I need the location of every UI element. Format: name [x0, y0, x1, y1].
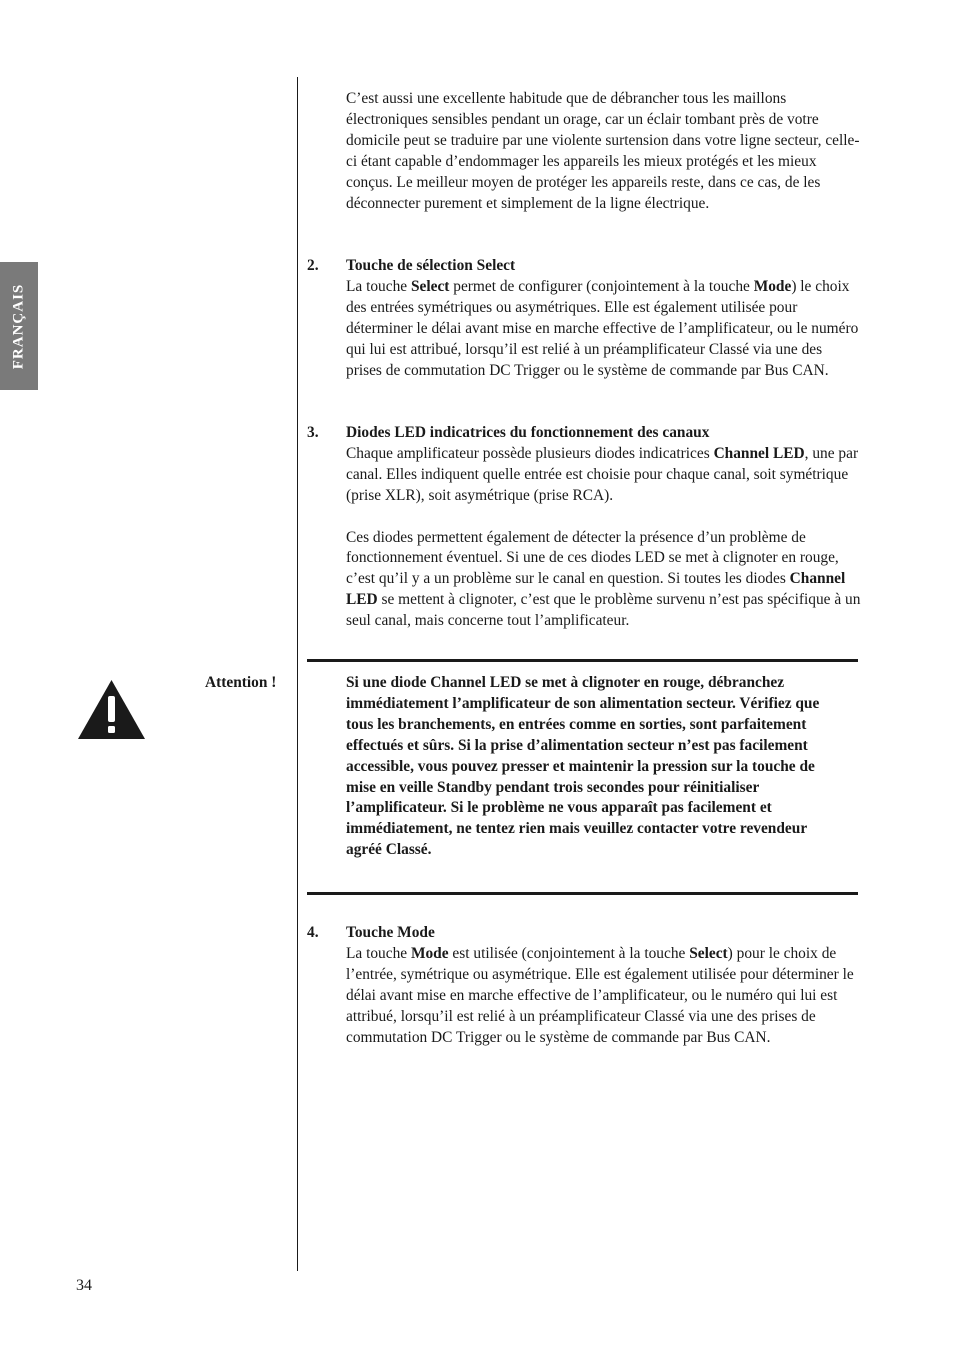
item-3-section [346, 423, 861, 632]
item-4-title: Touche Mode [346, 924, 435, 941]
warning-label: Attention ! [205, 674, 277, 691]
language-tab-label: FRANÇAIS [10, 283, 27, 369]
item-2-paragraph: La touche Select permet de configurer (conjointement à la touche Mode) le choix des entrées symétriques ou asymétriques. Elle est également utilisée pour déterminer le délai avant mise en marche effective de l’amplificateur, ou le numéro qui lui est attribué, lorsqu’il est relié à un préamplificateur Classé via une des prises de commutation DC Trigger ou le système de commande par Bus CAN. [346, 277, 859, 379]
item-4-paragraph: La touche Mode est utilisée (conjointement à la touche Select) pour le choix de l’entrée, symétrique ou asymétrique. Elle est également utilisée pour déterminer le délai avant mise en marche effective de l’amplificateur, ou le numéro qui lui est attribué, lorsqu’il est relié à un préamplificateur Classé via une des prises de commutation DC Trigger ou le système de commande par Bus CAN. [346, 944, 854, 1046]
page-number: 34 [76, 1277, 92, 1294]
item-2-section [346, 256, 861, 381]
item-3-number: 3. [307, 424, 319, 441]
item-3-title: Diodes LED indicatrices du fonctionnement des canaux [346, 424, 710, 441]
language-tab [0, 262, 38, 390]
warning-top-rule [307, 659, 858, 662]
item-2-title: Touche de sélection Select [346, 257, 516, 274]
item-3-paragraph-2: Ces diodes permettent également de détecter la présence d’un problème de fonctionnement éventuel. Si une de ces diodes LED se met à clignoter en rouge, c’est qu’il y a un problème sur le canal en question. Si toutes les diodes Channel LED se mettent à clignoter, c’est que le problème survenu n’est pas spécifique à un seul canal, mais concerne tout l’amplificateur. [346, 528, 861, 630]
item-4-section [346, 923, 861, 1048]
item-3-paragraph-1: Chaque amplificateur possède plusieurs diodes indicatrices Channel LED, une par canal. Elles indiquent quelle entrée est choisie pour chaque canal, soit symétrique (prise XLR), soit asymétrique (prise RCA). [346, 444, 859, 504]
warning-triangle-icon [77, 679, 146, 740]
item-4-number: 4. [307, 924, 319, 941]
item-2-number: 2. [307, 257, 319, 274]
warning-text: Si une diode Channel LED se met à clignoter en rouge, débranchez immédiatement l’amplificateur de son alimentation secteur. Vérifiez que tous les branchements, en entrées comme en sorties, sont parfaitement effectués et sûrs. Si la prise d’alimentation secteur n’est pas facilement accessible, vous pouvez presser et maintenir la pression sur la touche de mise en veille Standby pendant trois secondes pour réinitialiser l’amplificateur. Si le problème ne vous apparaît pas facilement et immédiatement, ne tentez rien mais veuillez contacter votre revendeur agréé Classé. [346, 674, 820, 859]
intro-paragraph: C’est aussi une excellente habitude que de débrancher tous les maillons électroniques sensibles pendant un orage, car un éclair tombant près de votre domicile peut se traduire par une violente surtension dans votre ligne secteur, celle-ci étant capable d’endommager les appareils les mieux protégés et les mieux conçus. Le meilleur moyen de protéger les appareils reste, dans ce cas, de les déconnecter purement et simplement de la ligne électrique. [346, 90, 860, 212]
warning-bottom-rule [307, 892, 858, 895]
column-divider [297, 77, 298, 1271]
